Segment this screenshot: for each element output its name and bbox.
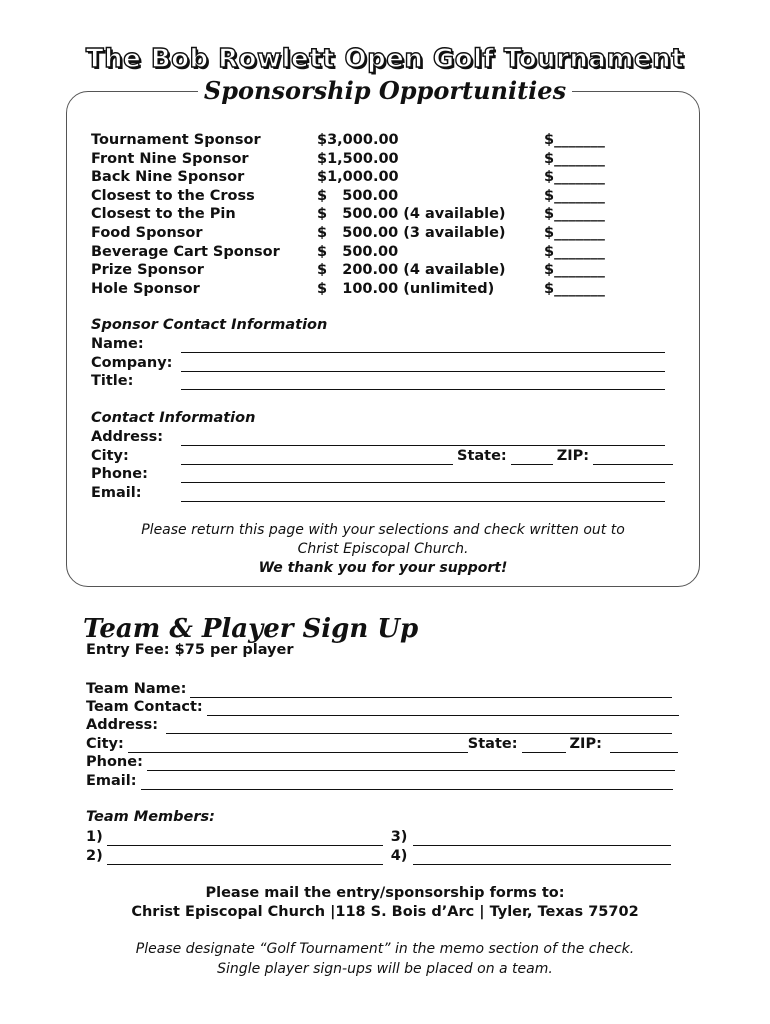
sponsorship-row [91, 243, 604, 262]
team-signup-title: Team & Player Sign Up [83, 614, 419, 644]
member-1-field[interactable] [107, 831, 383, 846]
sponsor-name-field[interactable] [181, 338, 665, 353]
contact-email-field[interactable] [181, 487, 665, 502]
contact-city-label: City: [91, 448, 129, 464]
sponsorship-name: Back Nine Sponsor [91, 169, 245, 186]
team-phone-row [86, 753, 675, 771]
sponsorship-row [91, 131, 604, 150]
sponsorship-amount: $ 100.00 (unlimited) [317, 280, 495, 297]
sponsor-title-row [91, 372, 665, 390]
sponsorship-row [91, 168, 604, 187]
member-3-label: 3) [390, 829, 408, 845]
team-members-heading: Team Members: [86, 809, 215, 825]
return-note-line1: Please return this page with your selections and check written out to [141, 522, 625, 538]
member-4-label: 4) [390, 848, 408, 864]
sponsorship-name: Front Nine Sponsor [91, 150, 249, 167]
sponsor-company-row [91, 354, 665, 372]
team-phone-label: Phone: [86, 754, 143, 770]
member-1-label: 1) [86, 829, 103, 845]
team-member-row-2 [86, 847, 671, 865]
contact-address-row [91, 428, 665, 446]
sponsorship-subtitle: Sponsorship Opportunities [198, 76, 572, 106]
sponsorship-amount-blank[interactable]: $_______ [544, 187, 605, 204]
sponsorship-row [91, 150, 604, 169]
team-contact-field[interactable] [207, 701, 679, 716]
contact-email-label: Email: [91, 485, 142, 501]
thank-you-note: We thank you for your support! [258, 560, 508, 576]
sponsorship-amount-blank[interactable]: $_______ [544, 243, 605, 260]
sponsorship-amount-blank[interactable]: $_______ [544, 169, 605, 186]
sponsorship-row [91, 187, 604, 206]
sponsorship-name: Food Sponsor [91, 224, 203, 241]
sponsorship-amount-blank[interactable]: $_______ [544, 280, 605, 297]
team-contact-label: Team Contact: [86, 699, 203, 715]
contact-address-label: Address: [91, 429, 164, 445]
member-2-label: 2) [86, 848, 103, 864]
sponsor-contact-heading: Sponsor Contact Information [91, 317, 328, 333]
sponsorship-row [91, 261, 604, 280]
contact-zip-field[interactable] [593, 450, 673, 465]
team-address-row [86, 716, 672, 734]
sponsor-name-row [91, 335, 665, 353]
team-email-field[interactable] [141, 775, 673, 790]
sponsorship-name: Prize Sponsor [91, 262, 204, 279]
sponsor-title-label: Title: [91, 373, 134, 389]
sponsor-title-field[interactable] [181, 375, 665, 390]
team-city-row [86, 735, 678, 753]
contact-info-heading: Contact Information [91, 410, 256, 426]
entry-fee: Entry Fee: $75 per player [86, 642, 294, 658]
team-city-label: City: [86, 736, 124, 752]
sponsorship-amount-blank[interactable]: $_______ [544, 132, 605, 148]
sponsorship-amount: $1,500.00 [317, 150, 399, 167]
page-title: The Bob Rowlett Open Golf Tournament [85, 44, 685, 74]
sponsorship-amount: $ 500.00 [317, 187, 399, 204]
team-address-field[interactable] [166, 719, 672, 734]
single-player-note: Single player sign-ups will be placed on a team. [217, 961, 553, 977]
team-zip-label: ZIP: [569, 736, 602, 752]
team-address-label: Address: [86, 717, 159, 733]
sponsorship-name: Closest to the Pin [91, 206, 236, 223]
contact-email-row [91, 484, 665, 502]
sponsorship-subtitle-wrap [0, 76, 770, 106]
sponsorship-amount: $ 200.00 (4 available) [317, 262, 506, 279]
return-note-line2: Christ Episcopal Church. [297, 541, 469, 557]
sponsor-company-field[interactable] [181, 357, 665, 372]
sponsorship-row [91, 224, 604, 243]
sponsorship-amount-blank[interactable]: $_______ [544, 150, 605, 167]
contact-city-field[interactable] [181, 450, 453, 465]
sponsor-company-label: Company: [91, 355, 173, 371]
sponsorship-row [91, 280, 604, 299]
sponsorship-amount-blank[interactable]: $_______ [544, 206, 605, 223]
team-email-label: Email: [86, 773, 137, 789]
sponsorship-amount: $ 500.00 (4 available) [317, 206, 506, 223]
sponsorship-name: Closest to the Cross [91, 187, 255, 204]
team-name-row [86, 680, 672, 698]
contact-phone-row [91, 465, 665, 483]
contact-city-row [91, 447, 673, 465]
team-state-field[interactable] [522, 738, 566, 753]
sponsorship-amount-blank[interactable]: $_______ [544, 262, 605, 279]
contact-phone-label: Phone: [91, 466, 148, 482]
sponsorship-name: Hole Sponsor [91, 280, 200, 297]
contact-address-field[interactable] [181, 431, 665, 446]
member-3-field[interactable] [413, 831, 671, 846]
sponsorship-amount: $ 500.00 (3 available) [317, 224, 506, 241]
team-state-label: State: [467, 736, 518, 752]
mail-address: Christ Episcopal Church |118 S. Bois d’Arc | Tyler, Texas 75702 [131, 904, 639, 920]
sponsorship-row [91, 205, 604, 224]
sponsorship-amount: $1,000.00 [317, 169, 399, 186]
member-2-field[interactable] [107, 850, 383, 865]
team-email-row [86, 772, 673, 790]
memo-note: Please designate “Golf Tournament” in the memo section of the check. [135, 941, 635, 957]
contact-phone-field[interactable] [181, 468, 665, 483]
team-name-label: Team Name: [86, 681, 187, 697]
team-member-row-1 [86, 828, 671, 846]
team-city-field[interactable] [128, 738, 468, 753]
sponsor-name-label: Name: [91, 336, 144, 352]
member-4-field[interactable] [413, 850, 671, 865]
sponsorship-amount: $ 500.00 [317, 243, 399, 260]
contact-state-field[interactable] [511, 450, 553, 465]
sponsorship-name: Tournament Sponsor [91, 132, 261, 148]
team-phone-field[interactable] [147, 756, 675, 771]
sponsorship-amount-blank[interactable]: $_______ [544, 224, 605, 241]
contact-state-label: State: [457, 448, 507, 464]
sponsorship-list [91, 131, 604, 298]
contact-zip-label: ZIP: [556, 448, 590, 464]
sponsorship-amount: $3,000.00 [317, 132, 399, 148]
team-contact-row [86, 698, 679, 716]
team-name-field[interactable] [190, 683, 672, 698]
sponsorship-name: Beverage Cart Sponsor [91, 243, 280, 260]
mail-instruction: Please mail the entry/sponsorship forms to: [205, 885, 565, 901]
team-zip-field[interactable] [610, 738, 678, 753]
